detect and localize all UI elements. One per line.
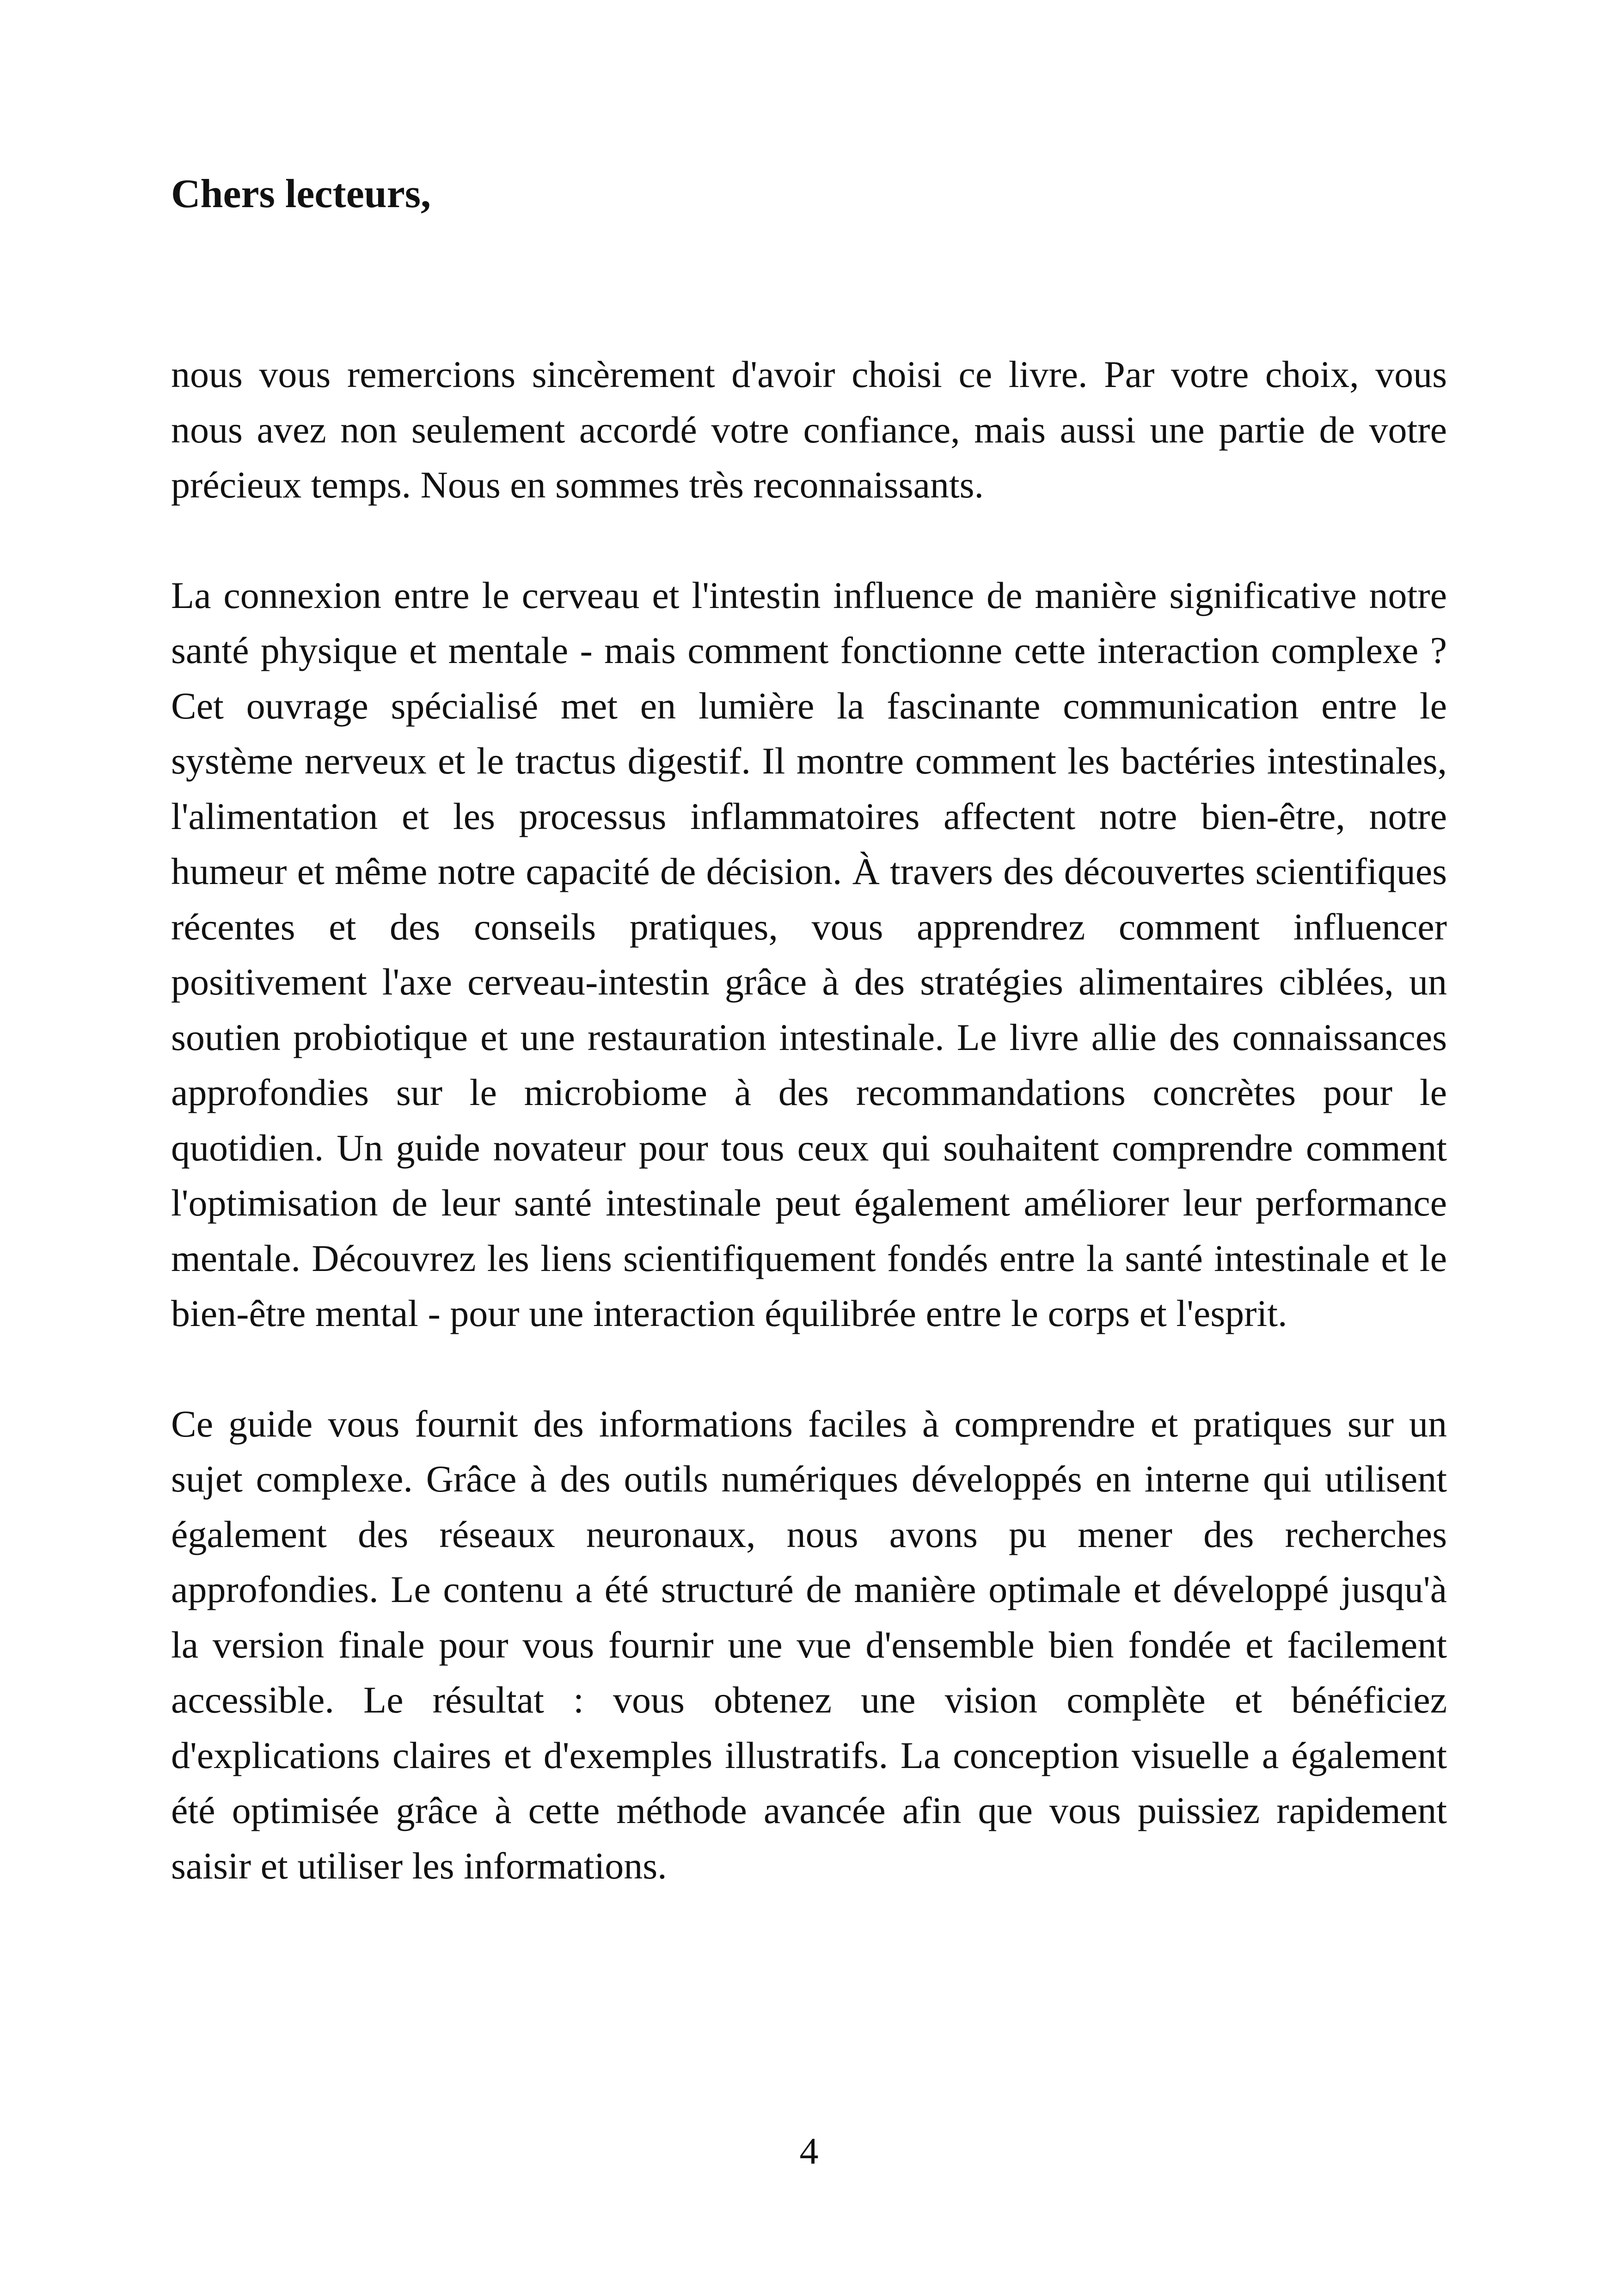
greeting-heading: Chers lecteurs, — [171, 172, 431, 216]
paragraph-thanks: nous vous remercions sincèrement d'avoir choisi ce livre. Par votre choix, vous nous avez non seulement accordé votre confiance, mais aussi une partie de votre précieux temps. Nous en sommes très reconnaissants. — [171, 353, 1447, 506]
page-number: 4 — [799, 2130, 819, 2172]
paragraph-guide: Ce guide vous fournit des informations faciles à comprendre et pratiques sur un sujet complexe. Grâce à des outils numériques développés en interne qui utilisent également des réseaux neuronaux, nous avons pu mener des recherches approfondies. Le contenu a été structuré de manière optimale et développé jusqu'à la version finale pour vous fournir une vue d'ensemble bien fondée et facilement accessible. Le résultat : vous obtenez une vision complète et bénéficiez d'explications claires et d'exemples illustratifs. La conception visuelle a également été optimisée grâce à cette méthode avancée afin que vous puissiez rapidement saisir et utiliser les informations. — [171, 1402, 1447, 1887]
page-content — [171, 166, 1447, 1948]
paragraph-brain-gut: La connexion entre le cerveau et l'intestin influence de manière significative notre santé physique et mentale - mais comment fonctionne cette interaction complexe ? Cet ouvrage spécialisé met en lumière la fascinante communication entre le système nerveux et le tractus digestif. Il montre comment les bactéries intestinales, l'alimentation et les processus inflammatoires affectent notre bien-être, notre humeur et même notre capacité de décision. À travers des découvertes scientifiques récentes et des conseils pratiques, vous apprendrez comment influencer positivement l'axe cerveau-intestin grâce à des stratégies alimentaires ciblées, un soutien probiotique et une restauration intestinale. Le livre allie des connaissances approfondies sur le microbiome à des recommandations concrètes pour le quotidien. Un guide novateur pour tous ceux qui souhaitent comprendre comment l'optimisation de leur santé intestinale peut également améliorer leur performance mentale. Découvrez les liens scientifiquement fondés entre la santé intestinale et le bien-être mental - pour une interaction équilibrée entre le corps et l'esprit. — [171, 574, 1447, 1334]
